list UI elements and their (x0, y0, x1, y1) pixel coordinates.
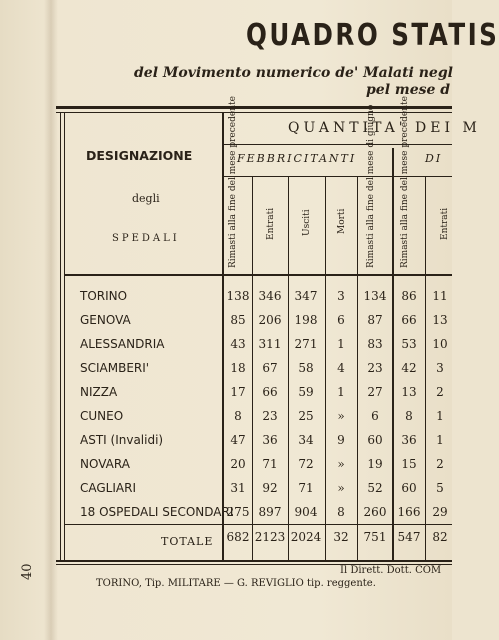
table-cell: 13 (432, 313, 448, 327)
table-cell: 897 (258, 505, 282, 519)
table-cell: 71 (298, 481, 314, 495)
table-cell: 138 (226, 289, 250, 303)
table-cell: 5 (436, 481, 444, 495)
table-cell: » (337, 481, 345, 495)
col-header-rimasti-giugno: Rimasti alla fine del mese di giugno (366, 104, 376, 268)
table-top-rule (56, 106, 452, 109)
table-cell: 206 (258, 313, 282, 327)
total-cell: 682 (226, 530, 250, 544)
table-top-rule-thin (56, 112, 452, 113)
table-cell: 42 (401, 361, 417, 375)
table-cell: 134 (363, 289, 387, 303)
table-cell: 53 (401, 337, 417, 351)
total-cell: 32 (333, 530, 349, 544)
table-cell: 9 (337, 433, 345, 447)
table-cell: 36 (262, 433, 278, 447)
table-cell: 8 (405, 409, 413, 423)
table-cell: 25 (298, 409, 314, 423)
designation-header: DESIGNAZIONE (86, 148, 193, 163)
row-label: 18 OSPEDALI SECONDARI (80, 505, 234, 519)
degli-label: degli (132, 192, 160, 205)
table-cell: 60 (367, 433, 383, 447)
total-label: TOTALE (161, 535, 214, 548)
table-cell: 29 (432, 505, 448, 519)
table-cell: 92 (262, 481, 278, 495)
total-cell: 82 (432, 530, 448, 544)
table-cell: 34 (298, 433, 314, 447)
total-cell: 2123 (254, 530, 286, 544)
row-label: ALESSANDRIA (80, 337, 165, 351)
row-label: NIZZA (80, 385, 118, 399)
table-cell: 58 (298, 361, 314, 375)
table-cell: 27 (367, 385, 383, 399)
table-cell: 20 (230, 457, 246, 471)
table-cell: 85 (230, 313, 246, 327)
table-cell: 66 (401, 313, 417, 327)
table-cell: 198 (294, 313, 318, 327)
page-fold-shadow (44, 0, 58, 640)
febbricitanti-header: FEBBRICITANTI (237, 152, 357, 165)
frame-left (60, 112, 61, 562)
table-cell: 18 (230, 361, 246, 375)
table-cell: 15 (401, 457, 417, 471)
table-cell: 2 (436, 457, 444, 471)
col-header-entrati-2: Entrati (440, 207, 450, 240)
frame-left-inner (64, 112, 65, 562)
table-cell: 1 (436, 409, 444, 423)
table-cell: 271 (294, 337, 318, 351)
total-cell: 2024 (290, 530, 322, 544)
spedali-label: SPEDALI (112, 233, 180, 244)
table-cell: 6 (371, 409, 379, 423)
table-cell: » (337, 409, 345, 423)
table-cell: 166 (397, 505, 421, 519)
row-label: ASTI (Invalidi) (80, 433, 164, 447)
col-divider-group (392, 148, 394, 562)
director-signature: Il Dirett. Dott. COM (340, 565, 442, 576)
table-cell: 52 (367, 481, 383, 495)
table-cell: 13 (401, 385, 417, 399)
table-cell: 6 (337, 313, 345, 327)
header-bottom-rule (64, 274, 452, 276)
subtitle-line-1: del Movimento numerico de' Malati negl (134, 65, 453, 81)
table-cell: 1 (436, 433, 444, 447)
table-cell: 87 (367, 313, 383, 327)
group-header-underline (224, 176, 452, 177)
table-cell: 2 (436, 385, 444, 399)
table-cell: 1 (337, 385, 345, 399)
table-cell: 8 (234, 409, 242, 423)
col-header-rimasti-prec-2: Rimasti alla fine del mese precedente (400, 96, 410, 268)
page-number: 40 (20, 563, 35, 580)
total-cell: 751 (363, 530, 387, 544)
col-header-morti: Morti (337, 208, 347, 234)
printer-imprint: TORINO, Tip. MILITARE — G. REVIGLIO tip. reggente. (96, 578, 376, 589)
total-cell: 547 (397, 530, 421, 544)
table-cell: 23 (262, 409, 278, 423)
table-cell: 72 (298, 457, 314, 471)
table-cell: 3 (337, 289, 345, 303)
table-cell: 4 (337, 361, 345, 375)
table-cell: 47 (230, 433, 246, 447)
row-label: NOVARA (80, 457, 130, 471)
table-cell: 31 (230, 481, 246, 495)
table-cell: 17 (230, 385, 246, 399)
table-cell: 275 (226, 505, 250, 519)
table-cell: 59 (298, 385, 314, 399)
row-label: CAGLIARI (80, 481, 136, 495)
table-cell: 347 (294, 289, 318, 303)
table-cell: 1 (337, 337, 345, 351)
row-label: GENOVA (80, 313, 131, 327)
group2-header: DI (425, 152, 443, 165)
table-cell: 83 (367, 337, 383, 351)
table-cell: 19 (367, 457, 383, 471)
table-cell: » (337, 457, 345, 471)
row-label: SCIAMBERI' (80, 361, 150, 375)
table-cell: 260 (363, 505, 387, 519)
table-cell: 346 (258, 289, 282, 303)
table-cell: 67 (262, 361, 278, 375)
total-top-rule (64, 524, 452, 525)
table-cell: 8 (337, 505, 345, 519)
page-title: QUADRO STATIS (246, 18, 499, 53)
table-cell: 66 (262, 385, 278, 399)
quantity-header: QUANTITA' DEI M (288, 120, 481, 136)
table-cell: 36 (401, 433, 417, 447)
subtitle-line-2: pel mese d (366, 82, 451, 98)
table-cell: 11 (432, 289, 448, 303)
col-header-usciti: Usciti (302, 209, 312, 236)
col-header-rimasti-prec: Rimasti alla fine del mese precedente (228, 96, 238, 268)
table-cell: 904 (294, 505, 318, 519)
col-header-entrati: Entrati (266, 207, 276, 240)
table-cell: 311 (258, 337, 282, 351)
table-cell: 10 (432, 337, 448, 351)
table-cell: 43 (230, 337, 246, 351)
table-cell: 3 (436, 361, 444, 375)
table-cell: 23 (367, 361, 383, 375)
row-label: CUNEO (80, 409, 124, 423)
table-cell: 60 (401, 481, 417, 495)
quantity-header-underline (224, 144, 452, 145)
table-cell: 86 (401, 289, 417, 303)
table-cell: 71 (262, 457, 278, 471)
row-label: TORINO (80, 289, 128, 303)
